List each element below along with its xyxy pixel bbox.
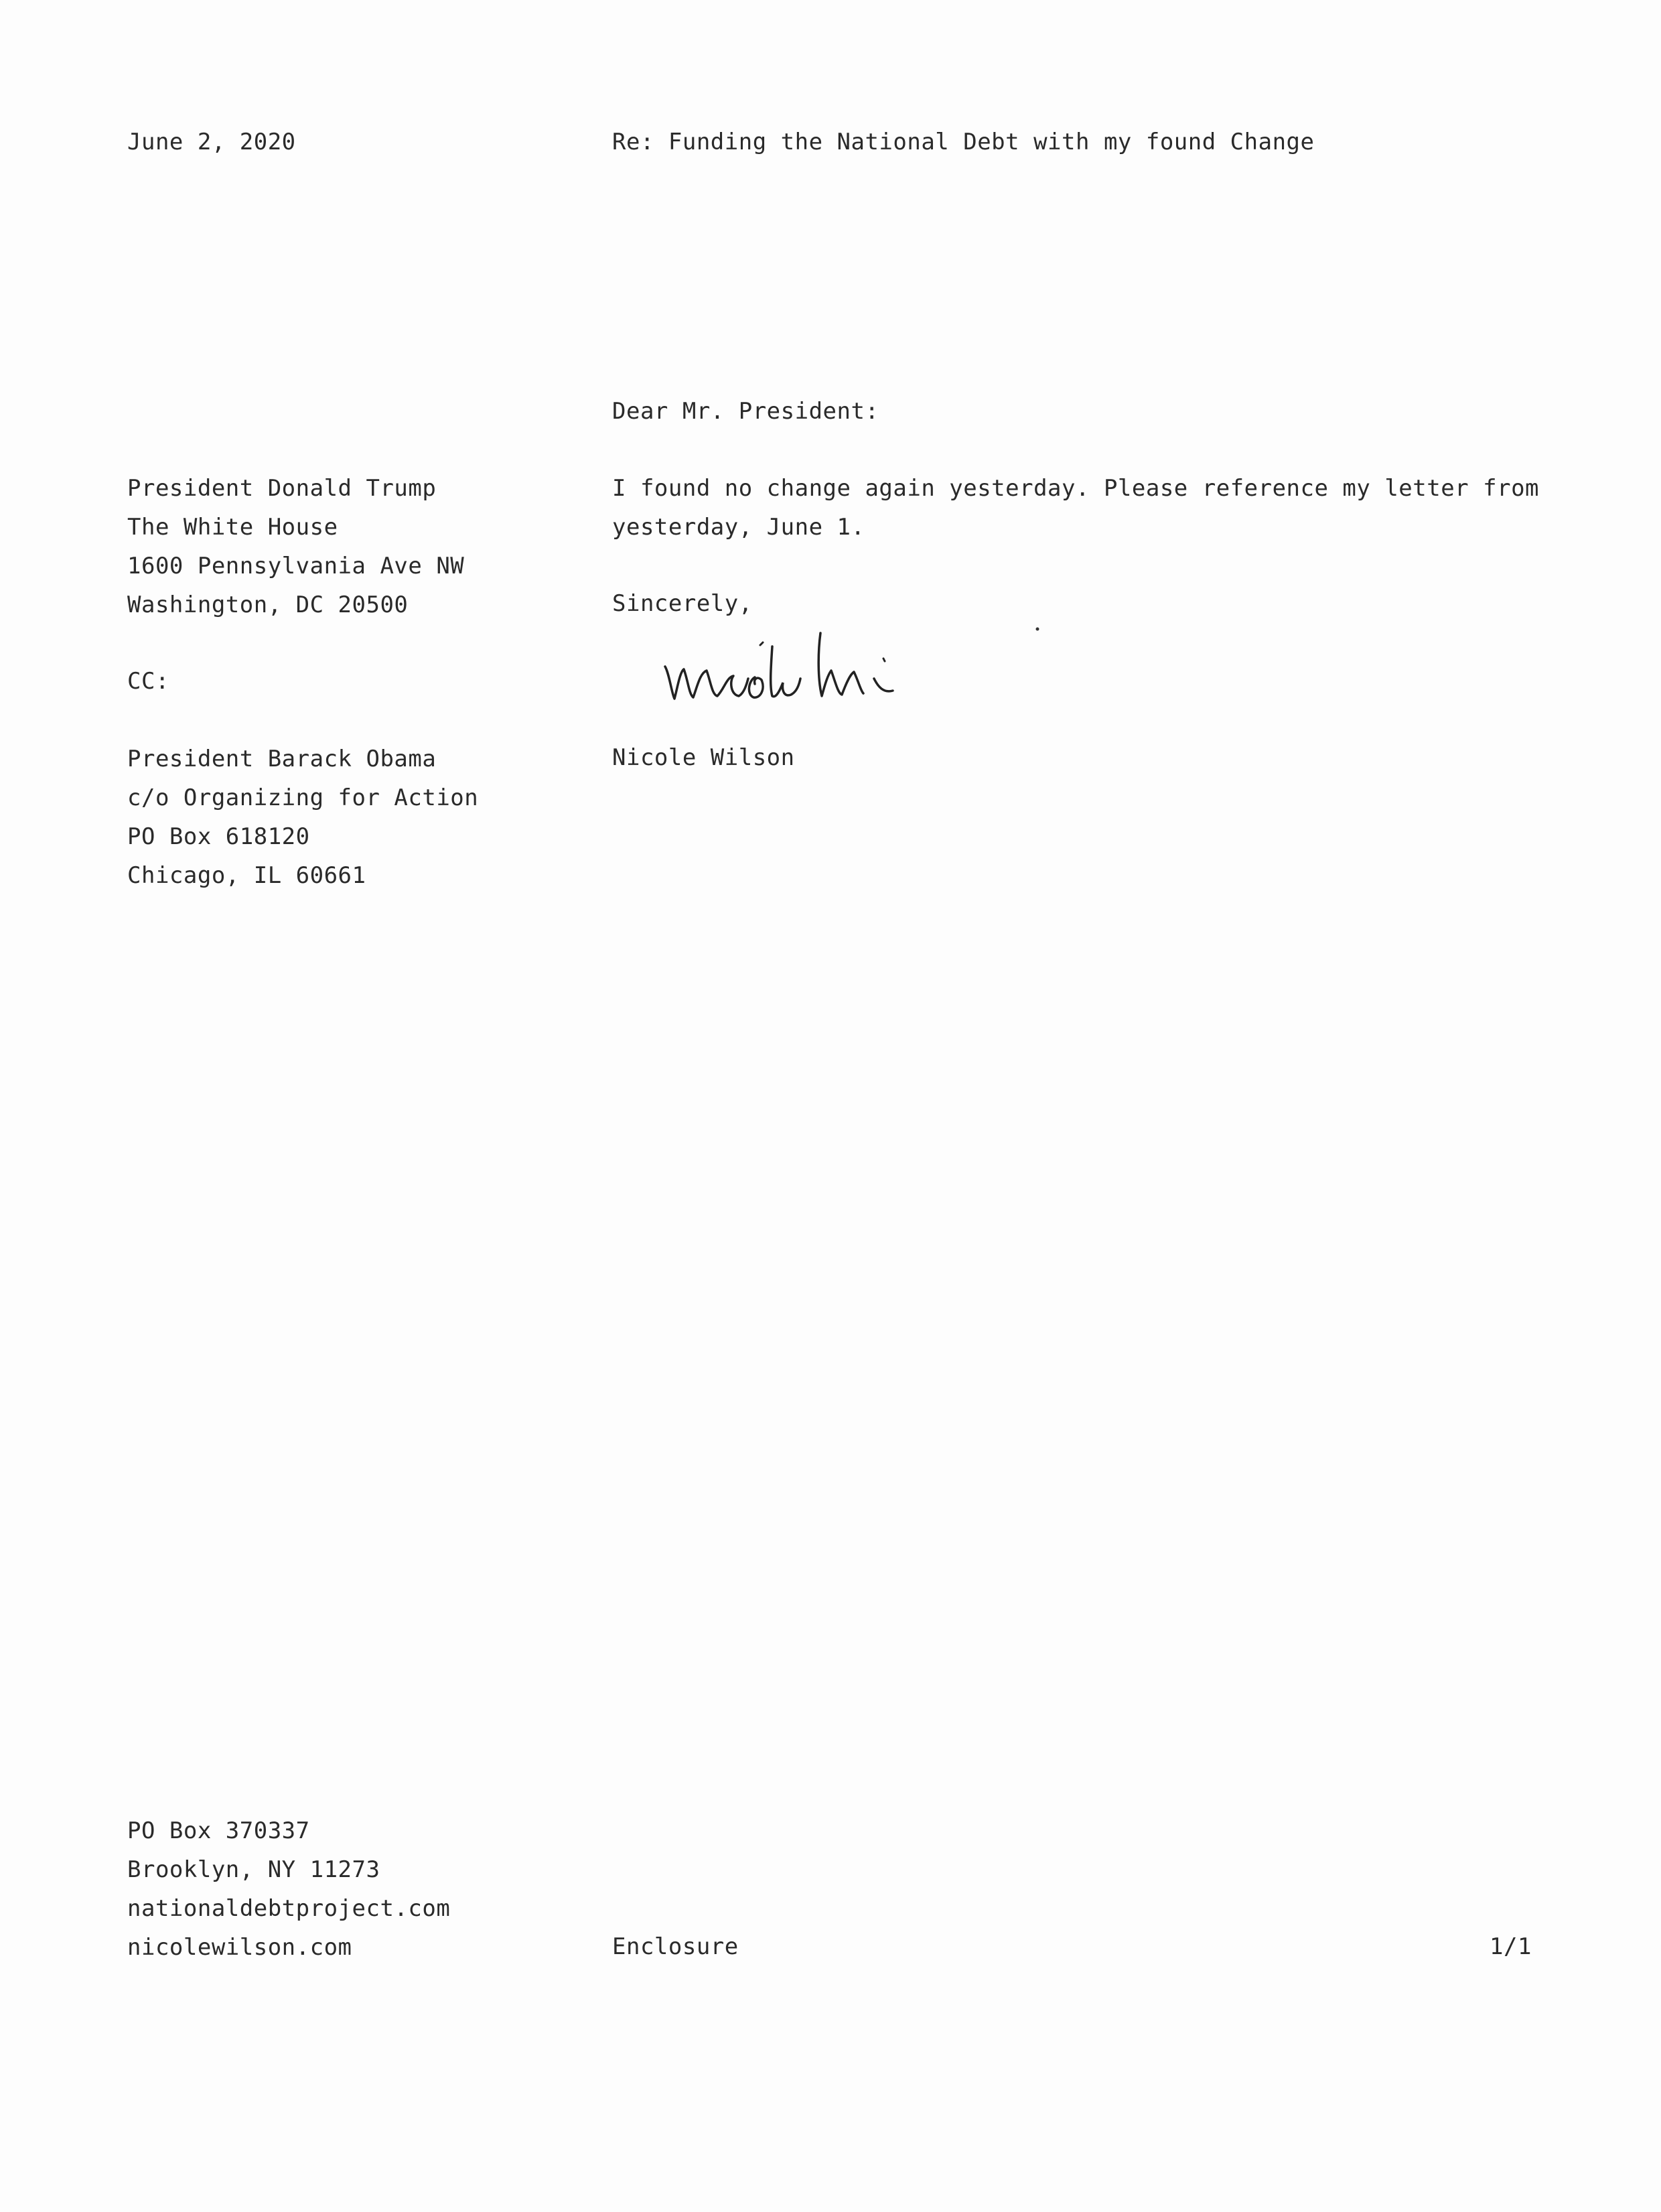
address-line: The White House xyxy=(127,514,338,541)
address-line: Chicago, IL 60661 xyxy=(127,862,366,889)
body-paragraph: I found no change again yesterday. Please reference my letter from yesterday, June 1. xyxy=(612,475,1540,541)
salutation: Dear Mr. President: xyxy=(612,398,879,425)
address-line: PO Box 370337 xyxy=(127,1817,310,1844)
recipient-address xyxy=(127,469,464,624)
address-line: 1600 Pennsylvania Ave NW xyxy=(127,553,465,579)
signer-name: Nicole Wilson xyxy=(612,744,795,771)
website-link: nicolewilson.com xyxy=(127,1934,352,1961)
subject-line: Re: Funding the National Debt with my found Change xyxy=(612,129,1315,155)
letter-body xyxy=(612,469,1550,547)
address-line: President Barack Obama xyxy=(127,746,437,772)
letter-date: June 2, 2020 xyxy=(127,129,296,155)
address-line: PO Box 618120 xyxy=(127,823,310,850)
address-line: Brooklyn, NY 11273 xyxy=(127,1856,380,1883)
address-line: Washington, DC 20500 xyxy=(127,592,409,618)
page-number: 1/1 xyxy=(1490,1933,1532,1960)
website-link: nationaldebtproject.com xyxy=(127,1895,451,1922)
address-line: President Donald Trump xyxy=(127,475,437,502)
handwritten-signature xyxy=(660,620,968,720)
closing: Sincerely, xyxy=(612,590,753,617)
address-line: c/o Organizing for Action xyxy=(127,784,479,811)
enclosure-note: Enclosure xyxy=(612,1933,739,1960)
ink-dot xyxy=(1035,626,1040,632)
cc-label: CC: xyxy=(127,668,169,695)
sender-address xyxy=(127,1811,450,1967)
cc-address xyxy=(127,740,478,895)
